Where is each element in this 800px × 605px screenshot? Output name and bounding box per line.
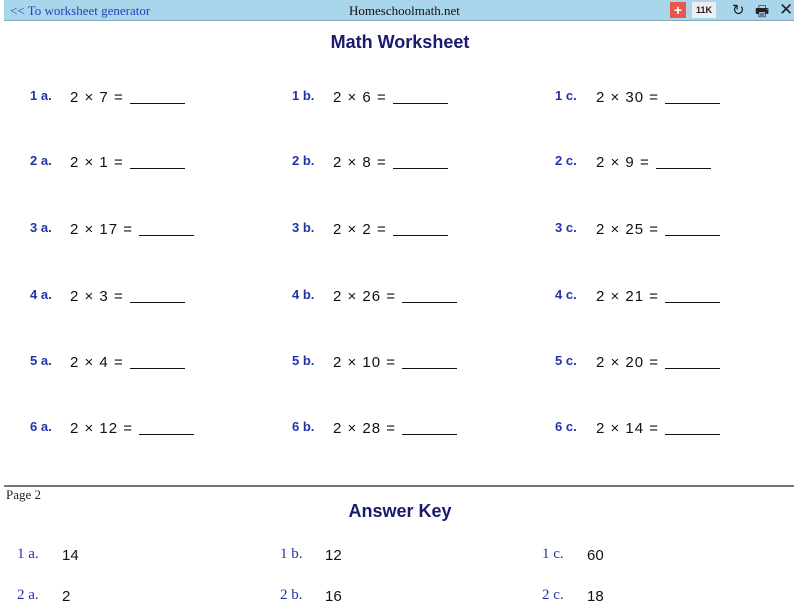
problem xyxy=(596,221,720,238)
answer-blank[interactable] xyxy=(139,434,194,435)
problem xyxy=(596,354,720,371)
problem-expression: 2 × 3 = xyxy=(70,288,124,305)
answer-blank[interactable] xyxy=(130,302,185,303)
page-divider xyxy=(4,485,794,487)
problem-label: 1 b. xyxy=(292,88,315,103)
answer-blank[interactable] xyxy=(130,368,185,369)
problem-label: 5 c. xyxy=(555,353,577,368)
problem xyxy=(70,288,185,305)
problem-expression: 2 × 25 = xyxy=(596,221,660,238)
problem-label: 3 a. xyxy=(30,220,52,235)
answer-label: 2 a. xyxy=(17,587,39,603)
problem-expression: 2 × 17 = xyxy=(70,221,134,238)
answer-value: 12 xyxy=(325,547,342,564)
problem xyxy=(333,288,457,305)
problem-expression: 2 × 21 = xyxy=(596,288,660,305)
problem-expression: 2 × 1 = xyxy=(70,154,124,171)
answer-label: 1 c. xyxy=(542,546,564,562)
answer-blank[interactable] xyxy=(130,103,185,104)
problem xyxy=(596,420,720,437)
answer-label: 1 b. xyxy=(280,546,303,562)
problem-expression: 2 × 7 = xyxy=(70,89,124,106)
problem-expression: 2 × 10 = xyxy=(333,354,397,371)
problem xyxy=(596,288,720,305)
problem xyxy=(596,89,720,106)
plus-share-button[interactable]: + xyxy=(670,2,686,18)
answer-blank[interactable] xyxy=(665,302,720,303)
answer-blank[interactable] xyxy=(665,434,720,435)
problem-expression: 2 × 6 = xyxy=(333,89,387,106)
problem-expression: 2 × 30 = xyxy=(596,89,660,106)
answer-value: 2 xyxy=(62,588,71,605)
problem xyxy=(333,89,448,106)
problem xyxy=(70,354,185,371)
answer-value: 14 xyxy=(62,547,79,564)
problem-label: 5 a. xyxy=(30,353,52,368)
problem xyxy=(70,420,194,437)
print-icon[interactable]: 🖶 xyxy=(755,3,770,20)
answer-key-title: Answer Key xyxy=(348,501,452,521)
answer-blank[interactable] xyxy=(402,434,457,435)
answer-blank[interactable] xyxy=(656,168,711,169)
refresh-icon[interactable]: ↻ xyxy=(732,2,745,19)
problem xyxy=(596,154,711,171)
problem-expression: 2 × 9 = xyxy=(596,154,650,171)
problem xyxy=(333,154,448,171)
problem xyxy=(333,420,457,437)
answer-blank[interactable] xyxy=(393,168,448,169)
answer-label: 2 c. xyxy=(542,587,564,603)
problem-label: 4 b. xyxy=(292,287,315,302)
answer-blank[interactable] xyxy=(402,302,457,303)
problem-label: 3 b. xyxy=(292,220,315,235)
problem xyxy=(333,354,457,371)
answer-blank[interactable] xyxy=(130,168,185,169)
answer-label: 2 b. xyxy=(280,587,303,603)
answer-blank[interactable] xyxy=(393,103,448,104)
site-name: Homeschoolmath.net xyxy=(349,3,460,18)
problem xyxy=(333,221,448,238)
problem-expression: 2 × 12 = xyxy=(70,420,134,437)
problem-label: 1 c. xyxy=(555,88,577,103)
problem-expression: 2 × 4 = xyxy=(70,354,124,371)
answer-blank[interactable] xyxy=(139,235,194,236)
problem-label: 2 b. xyxy=(292,153,315,168)
problem-expression: 2 × 8 = xyxy=(333,154,387,171)
problem-label: 2 a. xyxy=(30,153,52,168)
problem-expression: 2 × 14 = xyxy=(596,420,660,437)
problem-label: 5 b. xyxy=(292,353,315,368)
problem-label: 4 a. xyxy=(30,287,52,302)
answer-value: 16 xyxy=(325,588,342,605)
problem-label: 6 b. xyxy=(292,419,315,434)
problem-label: 6 a. xyxy=(30,419,52,434)
problem-label: 4 c. xyxy=(555,287,577,302)
problem-label: 6 c. xyxy=(555,419,577,434)
worksheet-title: Math Worksheet xyxy=(330,32,470,52)
problem-expression: 2 × 26 = xyxy=(333,288,397,305)
answer-value: 60 xyxy=(587,547,604,564)
problem-expression: 2 × 2 = xyxy=(333,221,387,238)
problem-label: 1 a. xyxy=(30,88,52,103)
problem-expression: 2 × 28 = xyxy=(333,420,397,437)
back-to-generator-link[interactable]: << To worksheet generator xyxy=(10,3,151,18)
problem-expression: 2 × 20 = xyxy=(596,354,660,371)
problem xyxy=(70,154,185,171)
problem-label: 3 c. xyxy=(555,220,577,235)
problem xyxy=(70,221,194,238)
problem-label: 2 c. xyxy=(555,153,577,168)
answer-label: 1 a. xyxy=(17,546,39,562)
close-icon[interactable]: ✕ xyxy=(779,0,794,19)
problem xyxy=(70,89,185,106)
top-toolbar xyxy=(4,0,794,21)
answer-blank[interactable] xyxy=(665,368,720,369)
answer-blank[interactable] xyxy=(665,103,720,104)
answer-blank[interactable] xyxy=(665,235,720,236)
answer-blank[interactable] xyxy=(393,235,448,236)
share-count: 11K xyxy=(692,2,716,18)
page-label: Page 2 xyxy=(6,487,42,502)
answer-blank[interactable] xyxy=(402,368,457,369)
answer-value: 18 xyxy=(587,588,604,605)
